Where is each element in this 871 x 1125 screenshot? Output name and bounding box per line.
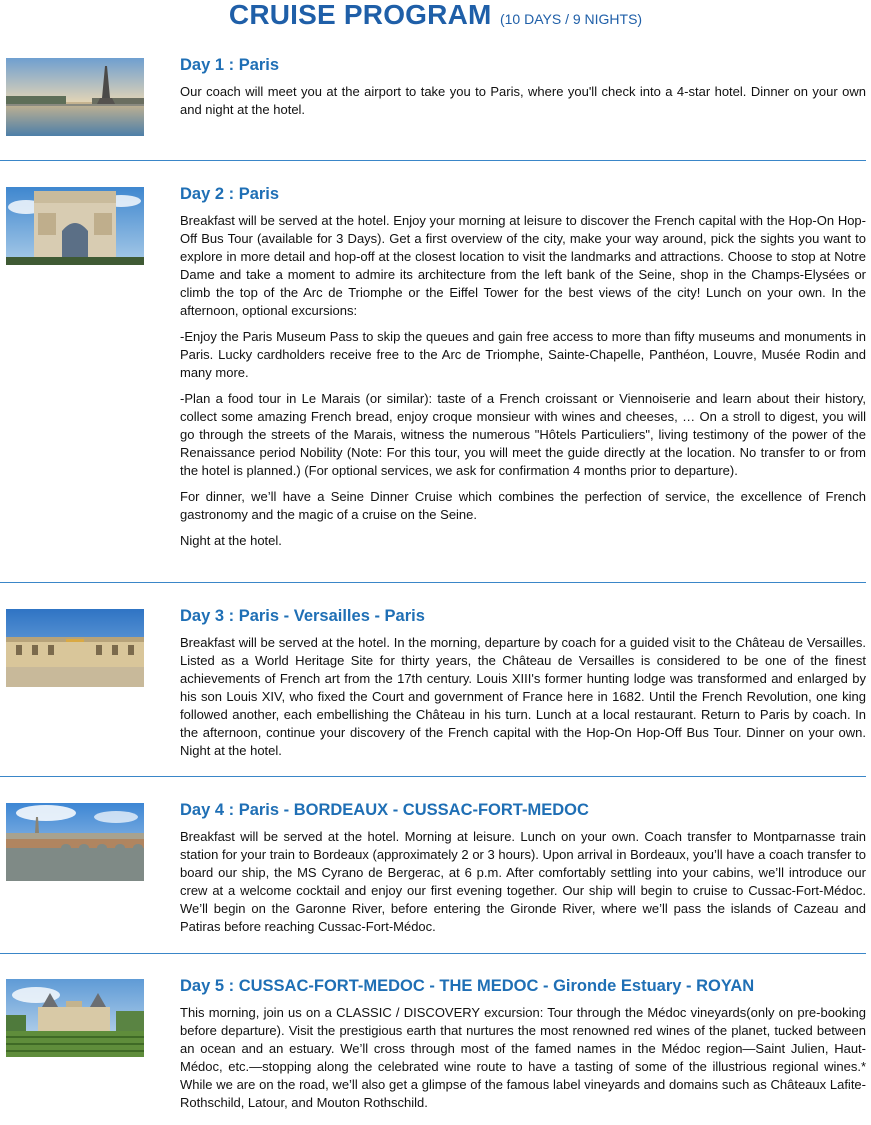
- program-title: CRUISE PROGRAM: [228, 0, 492, 30]
- section-divider: [0, 160, 866, 161]
- day-paragraph: -Enjoy the Paris Museum Pass to skip the queues and gain free access to more than fifty museums and monuments in Paris. Lucky cardholders receive free to the Arc de Triomphe, Sainte-Chapelle, Panthéon, Louvre, Musée Rodin and many more.: [180, 329, 866, 380]
- day-paragraph: Breakfast will be served at the hotel. In the morning, departure by coach for a guided visit to the Château de Versailles. Listed as a World Heritage Site for thirty years, the Château de Versailles is considered to be one of the finest achievements of French art from the 17th century. Louis XIII's former hunting lodge was transformed and enlarged by his son Louis XIV, who fixed the Court and government of France here in 1682. Until the French Revolution, one king followed another, each embellishing the Château in his turn. Lunch at a local restaurant. Return to Paris by coach. In the afternoon, continue your discovery of the French capital with the Hop-On Hop-Off Bus Tour. Dinner on your own. Night at the hotel.: [180, 635, 866, 758]
- day-paragraph: Our coach will meet you at the airport to take you to Paris, where you'll check into a 4-star hotel. Dinner on your own and night at the hotel.: [180, 84, 866, 117]
- program-duration: (10 DAYS / 9 NIGHTS): [499, 11, 643, 27]
- day-title: Day 3 : Paris - Versailles - Paris: [180, 607, 425, 625]
- day-2-content: [180, 184, 866, 550]
- day-3-content: [180, 606, 866, 760]
- day-4-content: [180, 800, 866, 936]
- eiffel-tower-river-photo: [6, 58, 144, 136]
- day-title: Day 4 : Paris - BORDEAUX - CUSSAC-FORT-MEDOC: [180, 801, 589, 819]
- section-divider: [0, 776, 866, 777]
- bordeaux-bridge-river-photo: [6, 803, 144, 881]
- section-divider: [0, 582, 866, 583]
- chateau-de-versailles-photo: [6, 609, 144, 687]
- day-paragraph: Breakfast will be served at the hotel. Morning at leisure. Lunch on your own. Coach transfer to Montparnasse train station for your train to Bordeaux (approximately 2 or 3 hours). Upon arrival in Bordeaux, you’ll have a coach transfer to board our ship, the MS Cyrano de Bergerac, at 6 p.m. After comfortably settling into your cabins, we’ll introduce our crew at a welcome cocktail and enjoy our first evening together. Our ship will begin to cruise to Cussac-Fort-Médoc. We’ll begin on the Garonne River, before entering the Gironde River, where we’ll pass the islands of Cazeau and Patiras before reaching Cussac-Fort-Médoc.: [180, 829, 866, 934]
- medoc-chateau-vineyard-photo: [6, 979, 144, 1057]
- day-title: Day 2 : Paris: [180, 185, 280, 203]
- day-5-content: [180, 976, 866, 1112]
- day-paragraph: -Plan a food tour in Le Marais (or similar): taste of a French croissant or Viennoiserie and learn about their history, collect some amazing French bread, enjoy croque monsieur with wines and cheeses, … On a stroll to digest, you will go through the streets of the Marais, witness the numerous "Hôtels Particuliers", living testimony of the power of the Renaissance period Nobility (Note: For this tour, you will meet the guide directly at the location. No transfer to or from the hotel is planned.) (For optional services, we ask for confirmation 4 months prior to departure).: [180, 391, 866, 478]
- program-header: [0, 0, 871, 34]
- day-1-content: [180, 55, 866, 119]
- day-paragraph: Breakfast will be served at the hotel. Enjoy your morning at leisure to discover the French capital with the Hop-On Hop-Off Bus Tour (available for 3 Days). Get a first overview of the city, make your way around, pick the sights you want to explore in more detail and hop-off at the closest location to visit the landmarks and attractions. Choose to stop at Notre Dame and take a moment to admire its architecture from the left bank of the Seine, shop in the Champs-Elysées or climb the top of the Arc de Triomphe or the Eiffel Tower for the best views of the city! Lunch on your own. In the afternoon, optional excursions:: [180, 213, 866, 318]
- section-divider: [0, 953, 866, 954]
- day-paragraph: For dinner, we’ll have a Seine Dinner Cruise which combines the perfection of service, the excellence of French gastronomy and the magic of a cruise on the Seine.: [180, 489, 866, 522]
- day-title: Day 1 : Paris: [180, 56, 280, 74]
- day-paragraph: This morning, join us on a CLASSIC / DISCOVERY excursion: Tour through the Médoc vineyards(only on pre-booking before departure). Visit the prestigious earth that nurtures the most renowned red wines of the planet, tucked between an ocean and an estuary. We’ll cross through most of the famed names in the Médoc region—Saint Julien, Haut-Médoc, etc.—stopping along the celebrated wine route to have a tasting of some of the illustrious regional wines.* While we are on the road, we’ll also get a glimpse of the famous label vineyards and domains such as Châteaux Lafite-Rothschild, Latour, and Mouton Rothschild.: [180, 1005, 866, 1110]
- day-paragraph: Night at the hotel.: [180, 533, 282, 548]
- arc-de-triomphe-photo: [6, 187, 144, 265]
- day-title: Day 5 : CUSSAC-FORT-MEDOC - THE MEDOC - Gironde Estuary - ROYAN: [180, 977, 755, 995]
